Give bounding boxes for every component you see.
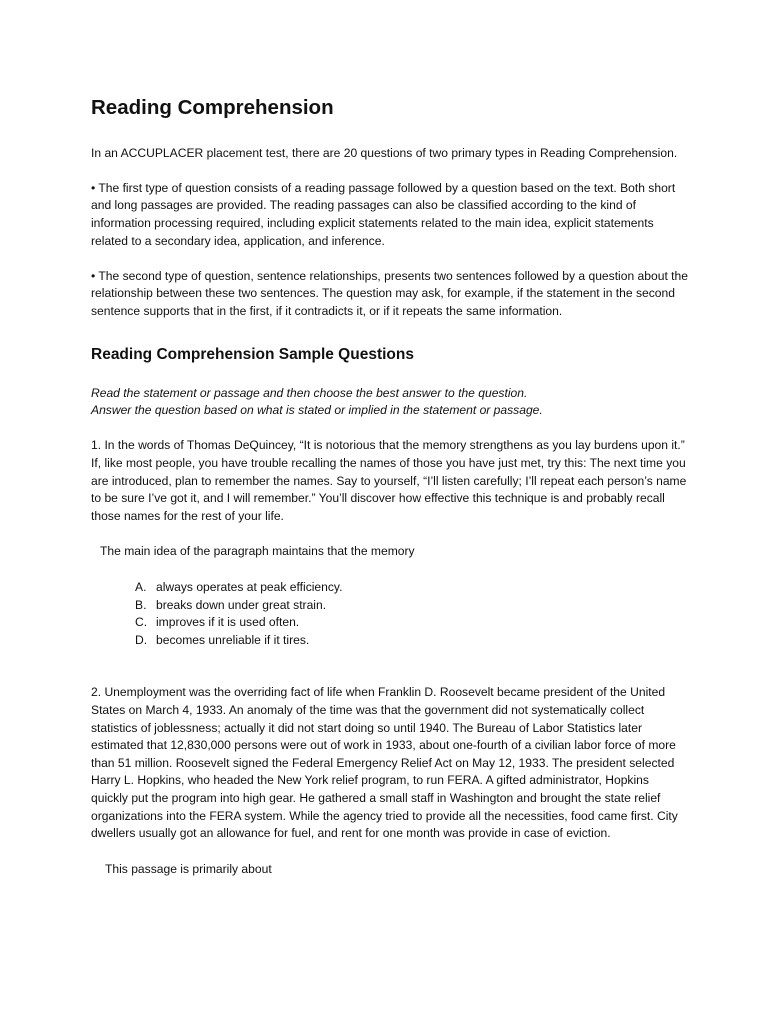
option-label: C. — [135, 615, 148, 630]
question-1-options — [91, 579, 688, 649]
bullet-paragraph-2: • The second type of question, sentence relationships, presents two sentences followed by a question about the relationship between these two sentences. The question may ask, for example, if the statement in the second sentence supports that in the first, if it contradicts it, or if it repeats the same information. — [91, 268, 688, 318]
bullet-paragraph-1: • The first type of question consists of a reading passage followed by a question based on the text. Both short and long passages are provided. The reading passages can also be classified according to the kind of information processing required, including explicit statements related to the main idea, explicit statements related to a secondary idea, application, and inference. — [91, 180, 676, 248]
instruction-line-1: Read the statement or passage and then choose the best answer to the question. — [91, 385, 528, 400]
question-1-passage: 1. In the words of Thomas DeQuincey, “It is notorious that the memory strengthens as you lay burdens upon it.” If, like most people, you have trouble recalling the names of those you have just met, try this: The next time you are introduced, plan to remember the names. Say to yourself, “I’ll listen carefully; I’ll repeat each person’s name to be sure I’ve got it, and I will remember.” You’ll discover how effective this technique is and probably recall those names for the rest of your life. — [91, 438, 687, 523]
option-label: A. — [135, 580, 147, 595]
instruction-line-2: Answer the question based on what is stated or implied in the statement or passage. — [91, 403, 543, 418]
option-label: B. — [135, 597, 147, 612]
answer-option-b — [135, 597, 688, 615]
option-text: improves if it is used often. — [156, 615, 300, 630]
option-label: D. — [135, 632, 148, 647]
page-title: Reading Comprehension — [91, 96, 334, 119]
question-2-passage: 2. Unemployment was the overriding fact of life when Franklin D. Roosevelt became president of the United States on March 4, 1933. An anomaly of the time was that the government did not systematically collect statistics of joblessness; actually it did not start doing so until 1940. The Bureau of Labor Statistics later estimated that 12,830,000 persons were out of work in 1933, about one-fourth of a civilian labor force of more than 51 million. Roosevelt signed the Federal Emergency Relief Act on May 12, 1933. The president selected Harry L. Hopkins, who headed the New York relief program, to run FERA. A gifted administrator, Hopkins quickly put the program into high gear. He gathered a small staff in Washington and brought the state relief organizations into the FERA system. While the agency tried to provide all the necessities, food came first. City dwellers usually got an allowance for fuel, and rent for one month was provide in case of eviction. — [91, 685, 678, 841]
answer-option-a — [135, 579, 688, 597]
option-text: becomes unreliable if it tires. — [156, 632, 310, 647]
option-text: always operates at peak efficiency. — [156, 580, 343, 595]
question-2-prompt: This passage is primarily about — [105, 861, 272, 876]
answer-option-c — [135, 614, 688, 632]
section-spacer — [91, 649, 688, 684]
option-text: breaks down under great strain. — [156, 597, 327, 612]
question-1-prompt: The main idea of the paragraph maintains that the memory — [100, 544, 415, 559]
sample-questions-heading: Reading Comprehension Sample Questions — [91, 345, 414, 363]
intro-paragraph: In an ACCUPLACER placement test, there are 20 questions of two primary types in Reading Comprehension. — [91, 145, 678, 160]
answer-option-d — [135, 632, 688, 650]
